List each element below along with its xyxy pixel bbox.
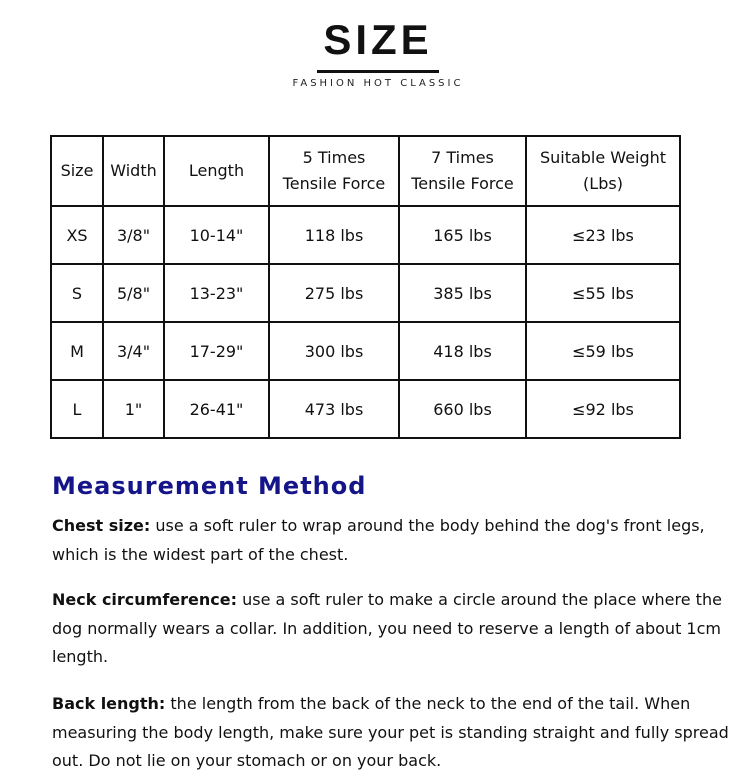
header-length: Length	[164, 136, 269, 206]
size-chart-table	[50, 135, 681, 439]
table-cell: 300 lbs	[269, 322, 399, 380]
table-cell: 26-41"	[164, 380, 269, 438]
chest-size-text: use a soft ruler to wrap around the body behind the dog's front legs, which is the widest part of the chest.	[52, 516, 705, 564]
table-cell: M	[51, 322, 103, 380]
neck-circumference-label: Neck circumference:	[52, 590, 238, 609]
table-cell: 5/8"	[103, 264, 164, 322]
table-cell: ≤92 lbs	[526, 380, 680, 438]
page-subtitle: FASHION HOT CLASSIC	[292, 78, 464, 89]
header-width: Width	[103, 136, 164, 206]
table-row	[51, 380, 680, 438]
table-cell: 3/4"	[103, 322, 164, 380]
table-header-row	[51, 136, 680, 206]
table-cell: 1"	[103, 380, 164, 438]
table-cell: 385 lbs	[399, 264, 526, 322]
size-title: SIZE	[317, 16, 438, 73]
table-cell: 3/8"	[103, 206, 164, 264]
neck-circumference-text: use a soft ruler to make a circle around the place where the dog normally wears a collar. In addition, you need to reserve a length of about 1cm length.	[52, 590, 722, 666]
table-cell: 13-23"	[164, 264, 269, 322]
chest-size-paragraph	[52, 512, 732, 569]
table-cell: XS	[51, 206, 103, 264]
table-cell: 660 lbs	[399, 380, 526, 438]
table-cell: ≤23 lbs	[526, 206, 680, 264]
table-row	[51, 206, 680, 264]
table-cell: 165 lbs	[399, 206, 526, 264]
table-cell: L	[51, 380, 103, 438]
page-title	[0, 16, 756, 73]
header-suitable-weight: Suitable Weight (Lbs)	[526, 136, 680, 206]
header-size: Size	[51, 136, 103, 206]
table-cell: 473 lbs	[269, 380, 399, 438]
back-length-paragraph	[52, 690, 732, 776]
neck-circumference-paragraph	[52, 586, 732, 672]
table-cell: ≤55 lbs	[526, 264, 680, 322]
table-cell: 10-14"	[164, 206, 269, 264]
table-cell: 118 lbs	[269, 206, 399, 264]
header-5x-tensile-force: 5 Times Tensile Force	[269, 136, 399, 206]
measurement-method-heading: Measurement Method	[52, 472, 367, 500]
chest-size-label: Chest size:	[52, 516, 151, 535]
table-cell: ≤59 lbs	[526, 322, 680, 380]
header-7x-tensile-force: 7 Times Tensile Force	[399, 136, 526, 206]
back-length-label: Back length:	[52, 694, 166, 713]
table-cell: S	[51, 264, 103, 322]
table-cell: 17-29"	[164, 322, 269, 380]
back-length-text: the length from the back of the neck to the end of the tail. When measuring the body length, make sure your pet is standing straight and fully spread out. Do not lie on your stomach or on your back.	[52, 694, 729, 770]
table-row	[51, 264, 680, 322]
table-row	[51, 322, 680, 380]
table-cell: 275 lbs	[269, 264, 399, 322]
table-cell: 418 lbs	[399, 322, 526, 380]
